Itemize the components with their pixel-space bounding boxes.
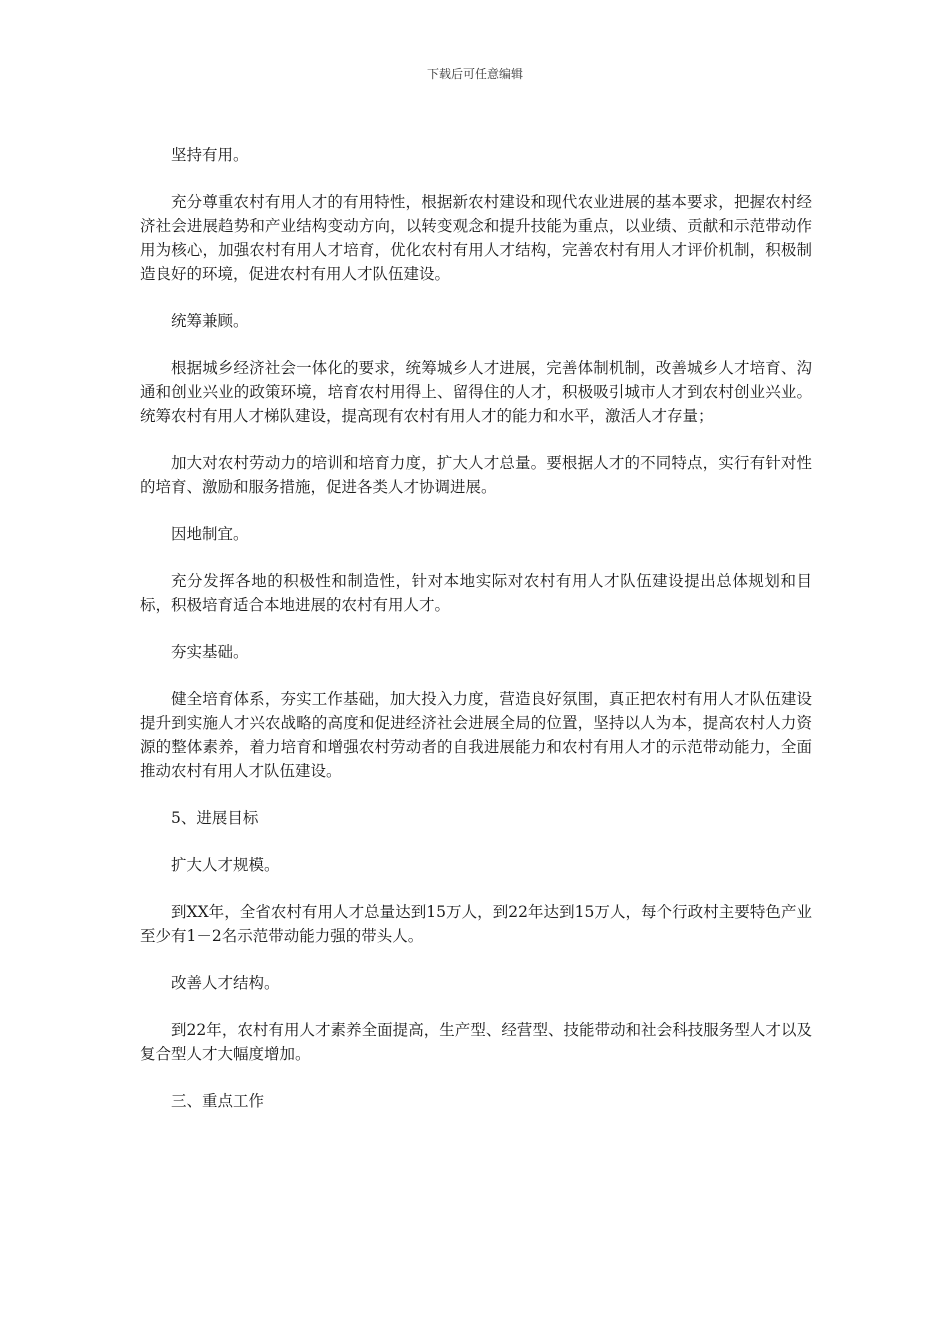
page-header-note: 下载后可任意编辑: [426, 67, 523, 81]
section-heading: 夯实基础。: [171, 643, 249, 661]
body-paragraph: 根据城乡经济社会一体化的要求，统筹城乡人才进展，完善体制机制，改善城乡人才培育、沟通和创业兴业的政策环境，培育农村用得上、留得住的人才，积极吸引城市人才到农村创业兴业。统筹农村有用人才梯队建设，提高现有农村有用人才的能力和水平，激活人才存量；: [140, 359, 812, 425]
body-paragraph: 加大对农村劳动力的培训和培育力度，扩大人才总量。要根据人才的不同特点，实行有针对性的培育、激励和服务措施，促进各类人才协调进展。: [140, 454, 812, 496]
section-heading: 统筹兼顾。: [171, 312, 249, 330]
body-paragraph: 到22年，农村有用人才素养全面提高，生产型、经营型、技能带动和社会科技服务型人才以及复合型人才大幅度增加。: [140, 1021, 812, 1063]
body-paragraph: 充分发挥各地的积极性和制造性，针对本地实际对农村有用人才队伍建设提出总体规划和目标，积极培育适合本地进展的农村有用人才。: [140, 572, 812, 614]
body-paragraph: 健全培育体系，夯实工作基础，加大投入力度，营造良好氛围，真正把农村有用人才队伍建设提升到实施人才兴农战略的高度和促进经济社会进展全局的位置，坚持以人为本，提高农村人力资源的整体素养，着力培育和增强农村劳动者的自我进展能力和农村有用人才的示范带动能力，全面推动农村有用人才队伍建设。: [140, 690, 812, 780]
document-body: [140, 143, 812, 1136]
section-heading: 5、进展目标: [171, 809, 259, 827]
body-paragraph: 到XX年，全省农村有用人才总量达到15万人，到22年达到15万人，每个行政村主要特色产业至少有1－2名示范带动能力强的带头人。: [140, 903, 812, 945]
section-heading: 坚持有用。: [171, 146, 249, 164]
section-heading: 扩大人才规模。: [171, 856, 280, 874]
body-paragraph: 充分尊重农村有用人才的有用特性，根据新农村建设和现代农业进展的基本要求，把握农村经济社会进展趋势和产业结构变动方向，以转变观念和提升技能为重点，以业绩、贡献和示范带动作用为核心，加强农村有用人才培育，优化农村有用人才结构，完善农村有用人才评价机制，积极制造良好的环境，促进农村有用人才队伍建设。: [140, 193, 812, 283]
section-heading: 因地制宜。: [171, 525, 249, 543]
section-heading: 改善人才结构。: [171, 974, 280, 992]
section-heading: 三、重点工作: [171, 1092, 265, 1110]
